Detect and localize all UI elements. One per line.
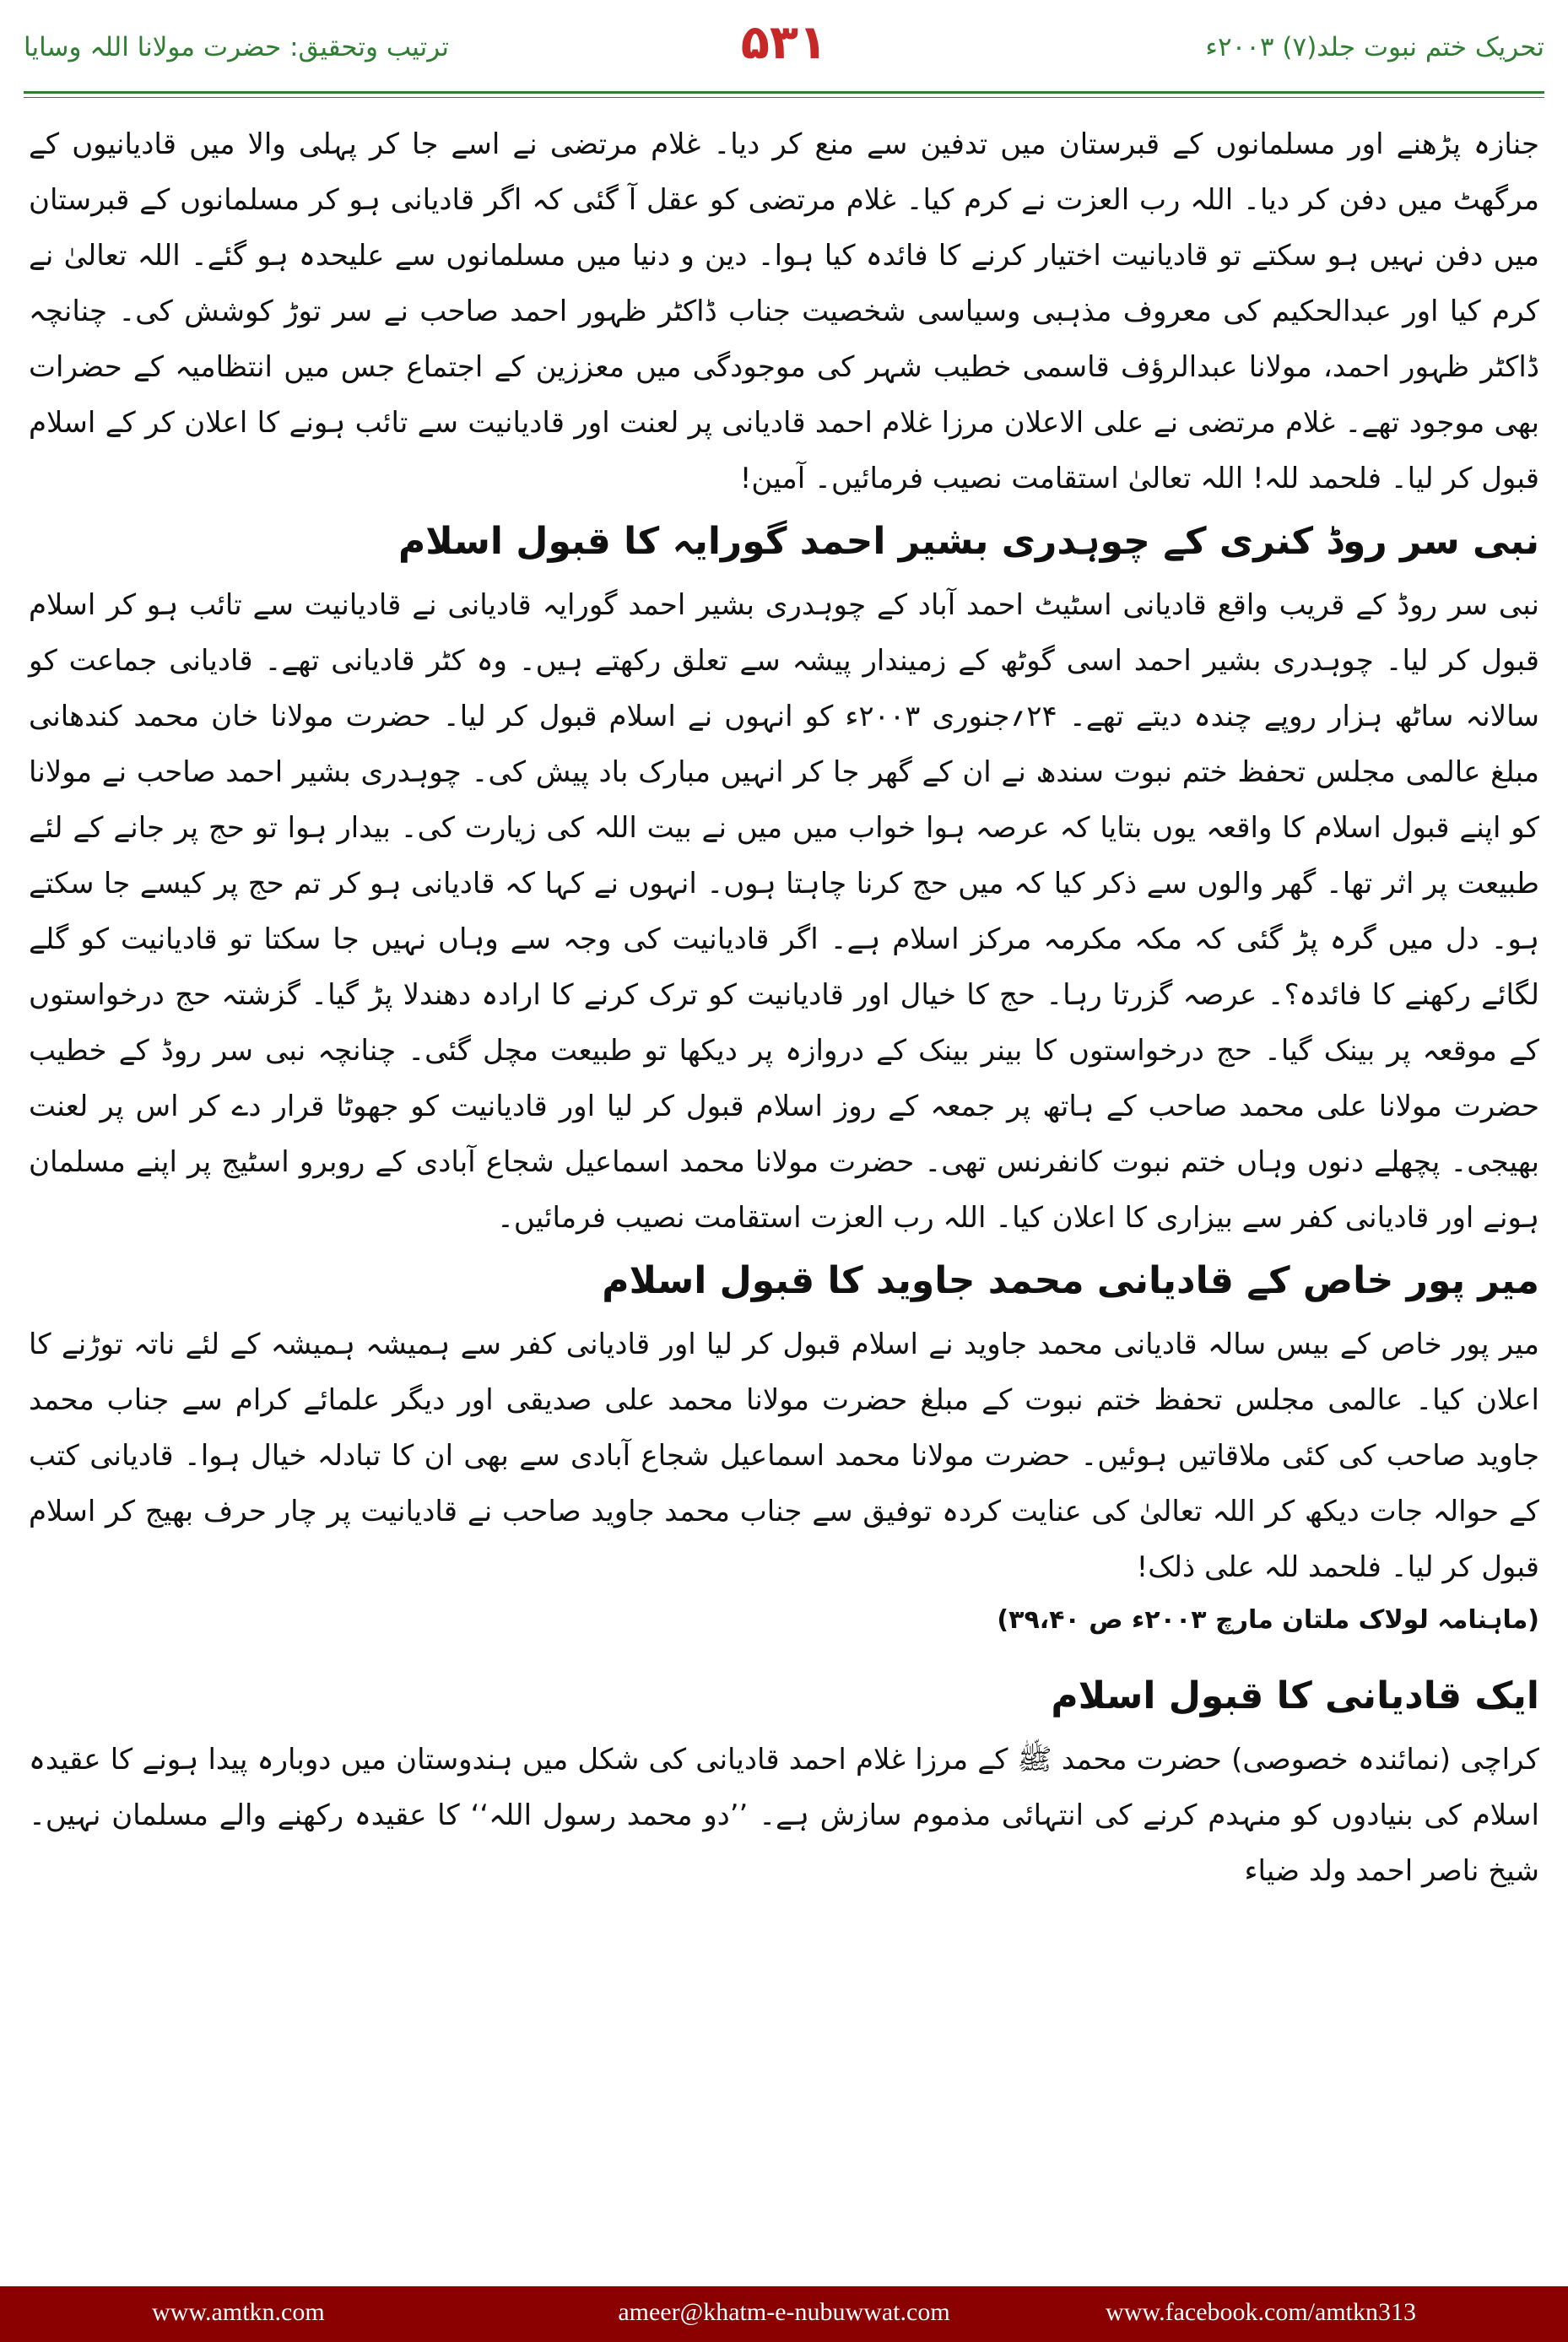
body-paragraph: نبی سر روڈ کے قریب واقع قادیانی اسٹیٹ احمد آباد کے چوہدری بشیر احمد گورایہ قادیانی نے قادیانیت سے تائب ہو کر اسلام قبول کر لیا۔ چوہدری بشیر احمد اسی گوٹھ کے زمیندار پیشہ سے تعلق رکھتے ہیں۔ وہ کٹر قادیانی تھے۔ قادیانی جماعت کو سالانہ ساٹھ ہزار روپے چندہ دیتے تھے۔ ۲۴؍جنوری ۲۰۰۳ء کو انہوں نے اسلام قبول کر لیا۔ حضرت مولانا خان محمد کندھانی مبلغ عالمی مجلس تحفظ ختم نبوت سندھ نے ان کے گھر جا کر انہیں مبارک باد پیش کی۔ چوہدری بشیر احمد صاحب نے مولانا کو اپنے قبول اسلام کا واقعہ یوں بتایا کہ عرصہ ہوا خواب میں میں نے بیت اللہ کی زیارت کی۔ بیدار ہوا تو حج پر جانے کے لئے طبیعت پر اثر تھا۔ گھر والوں سے ذکر کیا کہ میں حج کرنا چاہتا ہوں۔ انہوں نے کہا کہ قادیانی ہو کر تم حج پر کیسے جا سکتے ہو۔ دل میں گرہ پڑ گئی کہ مکہ مکرمہ مرکز اسلام ہے۔ اگر قادیانیت کی وجہ سے وہاں نہیں جا سکتا تو قادیانیت کو گلے لگائے رکھنے کا فائدہ؟۔ عرصہ گزرتا رہا۔ حج کا خیال اور قادیانیت کو ترک کرنے کا ارادہ دھندلا پڑ گیا۔ گزشتہ حج درخواستوں کے موقعہ پر بینک گیا۔ حج درخواستوں کا بینر بینک کے دروازہ پر دیکھا تو طبیعت مچل گئی۔ چنانچہ نبی سر روڈ کے خطیب حضرت مولانا علی محمد صاحب کے ہاتھ پر جمعہ کے روز اسلام قبول کر لیا اور قادیانیت کو جھوٹا قرار دے کر اس پر لعنت بھیجی۔ پچھلے دنوں وہاں ختم نبوت کانفرنس تھی۔ حضرت مولانا محمد اسماعیل شجاع آبادی کے روبرو اسٹیج پر اپنے مسلمان ہونے اور قادیانی کفر سے بیزاری کا اعلان کیا۔ اللہ رب العزت استقامت نصیب فرمائیں۔	[29, 588, 1539, 1235]
facebook-link[interactable]: www.facebook.com/amtkn313	[1106, 2298, 1416, 2326]
section-heading: نبی سر روڈ کنری کے چوہدری بشیر احمد گورایہ کا قبول اسلام	[397, 520, 1539, 563]
spacer	[29, 1646, 1539, 1661]
header-divider-thin	[24, 97, 1544, 98]
page-number: ۵۳۱	[740, 15, 828, 70]
compiler-credit: ترتیب وتحقیق: حضرت مولانا اللہ وسایا	[24, 32, 450, 62]
body-paragraph: کراچی (نمائندہ خصوصی) حضرت محمد ﷺ کے مرزا غلام احمد قادیانی کی شکل میں ہندوستان میں دوبارہ پیدا ہونے کا عقیدہ اسلام کی بنیادوں کو منہدم کرنے کی انتہائی مذموم سازش ہے۔ ’’دو محمد رسول اللہ‘‘ کا عقیدہ رکھنے والے مسلمان نہیں۔ شیخ ناصر احمد ولد ضیاء	[29, 1743, 1539, 1888]
section-heading: ایک قادیانی کا قبول اسلام	[1051, 1674, 1539, 1717]
section-heading: میر پور خاص کے قادیانی محمد جاوید کا قبول اسلام	[602, 1259, 1539, 1302]
body-paragraph: جنازہ پڑھنے اور مسلمانوں کے قبرستان میں تدفین سے منع کر دیا۔ غلام مرتضی نے اسے جا کر پہلی والا میں قادیانیوں کے مرگھٹ میں دفن کر دیا۔ اللہ رب العزت نے کرم کیا۔ غلام مرتضی کو عقل آ گئی کہ اگر قادیانی ہو کر مسلمانوں کے قبرستان میں دفن نہیں ہو سکتے تو قادیانیت اختیار کرنے کا فائدہ کیا ہوا۔ دین و دنیا میں مسلمانوں سے علیحدہ ہو گئے۔ اللہ تعالیٰ نے کرم کیا اور عبدالحکیم کی معروف مذہبی وسیاسی شخصیت جناب ڈاکٹر ظہور احمد صاحب نے سر توڑ کوشش کی۔ چنانچہ ڈاکٹر ظہور احمد، مولانا عبدالرؤف قاسمی خطیب شہر کی موجودگی میں معززین کے اجتماع جس میں انتظامیہ کے حضرات بھی موجود تھے۔ غلام مرتضی نے علی الاعلان مرزا غلام احمد قادیانی پر لعنت اور قادیانیت سے تائب ہونے کا اعلان کر کے اسلام قبول کر لیا۔ فلحمد للہ! اللہ تعالیٰ استقامت نصیب فرمائیں۔ آمین!	[29, 127, 1539, 495]
website-link[interactable]: www.amtkn.com	[152, 2298, 325, 2326]
body-paragraph: میر پور خاص کے بیس سالہ قادیانی محمد جاوید نے اسلام قبول کر لیا اور قادیانی کفر سے ہمیشہ ہمیشہ کے لئے ناتہ توڑنے کا اعلان کیا۔ عالمی مجلس تحفظ ختم نبوت کے مبلغ حضرت مولانا محمد علی صدیقی اور دیگر علمائے کرام سے جناب محمد جاوید صاحب کی کئی ملاقاتیں ہوئیں۔ حضرت مولانا محمد اسماعیل شجاع آبادی سے بھی ان کا تبادلہ خیال ہوا۔ قادیانی کتب کے حوالہ جات دیکھ کر اللہ تعالیٰ کی عنایت کردہ توفیق سے جناب محمد جاوید صاحب نے قادیانیت پر چار حرف بھیج کر اسلام قبول کر لیا۔ فلحمد للہ علی ذلک!	[29, 1328, 1539, 1584]
source-citation: (ماہنامہ لولاک ملتان مارچ ۲۰۰۳ء ص ۳۹،۴۰)	[997, 1605, 1539, 1635]
page-header	[24, 15, 1544, 84]
book-title: تحریک ختم نبوت جلد(۷) ۲۰۰۳ء	[1205, 32, 1544, 62]
email-link[interactable]: ameer@khatm-e-nubuwwat.com	[618, 2298, 950, 2326]
footer-bar	[0, 2286, 1568, 2342]
page-body	[29, 116, 1539, 1899]
header-divider	[24, 91, 1544, 94]
